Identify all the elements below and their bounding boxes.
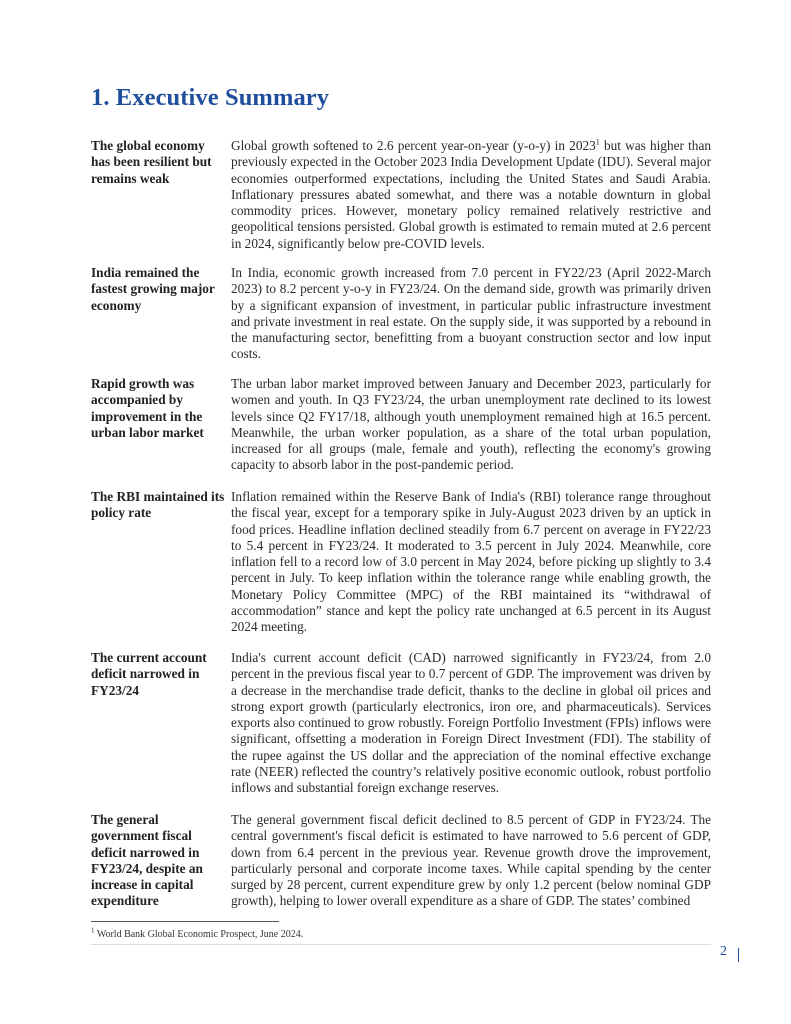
section-heading: India remained the fastest growing major economy (91, 265, 215, 313)
section-body: The general government fiscal deficit declined to 8.5 percent of GDP in FY23/24. The central government's fiscal deficit is estimated to have narrowed to 5.6 percent of GDP, down from 6.4 percent in the previous year. Revenue growth drove the improvement, particularly personal and corporate income taxes. While capital spending by the center surged by 28 percent, current expenditure grew by only 1.2 percent (below nominal GDP growth), helping to lower overall expenditure as a share of GDP. The states’ combined (231, 812, 711, 909)
page-number-separator (738, 948, 739, 962)
footnote (91, 926, 304, 940)
section-heading: The general government fiscal deficit narrowed in FY23/24, despite an increase in capital expenditure (91, 812, 203, 909)
footnote-ref[interactable]: 1 (595, 137, 600, 147)
page-title: 1. Executive Summary (91, 84, 330, 111)
footnote-divider (91, 921, 279, 922)
section-body: In India, economic growth increased from 7.0 percent in FY22/23 (April 2022-March 2023) to 8.2 percent y-o-y in FY23/24. On the demand side, growth was primarily driven by a significant expansion of investment, in particular public infrastructure investment and private investment in real estate. On the supply side, it was supported by a rebound in the manufacturing sector, benefitting from a buoyant construction sector and low input costs. (231, 265, 711, 362)
section-heading: Rapid growth was accompanied by improvement in the urban labor market (91, 376, 204, 440)
footnote-marker: 1 (91, 926, 95, 935)
section-body: The urban labor market improved between January and December 2023, particularly for women and youth. In Q3 FY23/24, the urban unemployment rate declined to its lowest levels since Q2 FY17/18, although youth unemployment remained high at 16.5 percent. Meanwhile, the urban worker population, as a share of the total urban population, increased for all groups (male, female and youth), reflecting the economy's growing capacity to absorb labor in the post-pandemic period. (231, 376, 711, 473)
section-heading: The current account deficit narrowed in FY23/24 (91, 650, 207, 698)
section-body: India's current account deficit (CAD) narrowed significantly in FY23/24, from 2.0 percent in the previous fiscal year to 0.7 percent of GDP. The improvement was driven by a decrease in the merchandise trade deficit, thanks to the decline in global oil prices and strong export growth (particularly electronics, iron ore, and pharmaceuticals). Services exports also continued to grow robustly. Foreign Portfolio Investment (FPIs) inflows were significant, offsetting a moderation in Foreign Direct Investment (FDI). The stability of the rupee against the US dollar and the appreciation of the nominal effective exchange rate (NEER) reflected the country’s relatively positive economic outlook, robust portfolio inflows and substantial foreign exchange reserves. (231, 650, 711, 796)
page-number: 2 (720, 944, 727, 959)
section-body (231, 138, 711, 252)
section-body: Inflation remained within the Reserve Bank of India's (RBI) tolerance range throughout the fiscal year, except for a temporary spike in July-August 2023 driven by an uptick in food prices. Headline inflation declined steadily from 6.7 percent on average in FY22/23 to 5.4 percent in FY23/24. It moderated to 3.5 percent in July 2024. Meanwhile, core inflation fell to a record low of 3.0 percent in May 2024, before picking up slightly to 3.4 percent in July. To keep inflation within the tolerance range while enabling growth, the Monetary Policy Committee (MPC) of the RBI maintained its “withdrawal of accommodation” stance and kept the policy rate unchanged at 6.5 percent in its August 2024 meeting. (231, 489, 711, 635)
body-text: but was higher than previously expected in the October 2023 India Development Update (IDU). Several major economies outperformed expectations, including the United States and Saudi Arabia. Inflationary pressures abated somewhat, and there was a notable downturn in global commodity prices. However, monetary policy remained relatively restrictive and geopolitical tensions persisted. Global growth is estimated to remain muted at 2.6 percent in 2024, significantly below pre-COVID levels. (231, 138, 712, 251)
footer-divider (91, 944, 711, 945)
section-heading: The global economy has been resilient but remains weak (91, 138, 212, 186)
footnote-text: World Bank Global Economic Prospect, June 2024. (94, 929, 304, 940)
body-text: Global growth softened to 2.6 percent year-on-year (y-o-y) in 2023 (231, 138, 596, 153)
section-heading: The RBI maintained its policy rate (91, 489, 225, 521)
